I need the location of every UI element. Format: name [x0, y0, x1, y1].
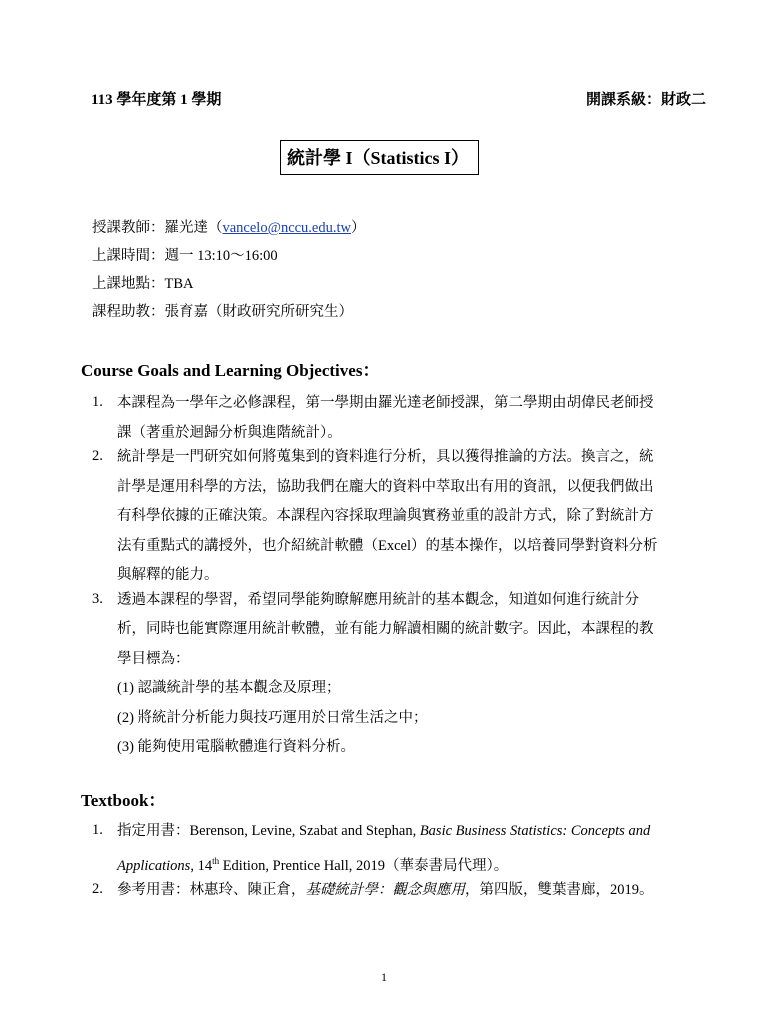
goal-item-3	[92, 591, 696, 763]
goal-3-line: 透過本課程的學習，希望同學能夠瞭解應用統計的基本觀念，知道如何進行統計分	[117, 591, 639, 608]
goal-2-line: 有科學依據的正確決策。本課程內容採取理論與實務並重的設計方式，除了對統計方	[117, 508, 654, 524]
textbook-item-1	[92, 822, 696, 881]
instructor-label: 授課教師：羅光達（	[92, 220, 223, 236]
objective-subitem: (1) 認識統計學的基本觀念及原理；	[117, 680, 341, 696]
goal-3-line: 析，同時也能實際運用統計軟體，並有能力解讀相關的統計數字。因此，本課程的教	[117, 621, 654, 637]
textbook-1-prefix: 指定用書：Berenson, Levine, Szabat and Stephan,	[117, 823, 420, 839]
textbook-1-line	[117, 817, 696, 847]
goal-num-1: 1.	[92, 394, 103, 410]
textbook-2-title: 基礎統計學：觀念與應用	[305, 881, 465, 898]
textbook-2-prefix: 參考用書：林惠玲、陳正倉，	[117, 881, 306, 898]
header-line	[91, 88, 706, 109]
objective-subitem: (2) 將統計分析能力與技巧運用於日常生活之中；	[117, 709, 428, 726]
department-label: 開課系級：財政二	[585, 92, 706, 108]
goal-2-line: 統計學是一門研究如何將蒐集到的資料進行分析，具以獲得推論的方法。換言之，統	[117, 449, 654, 465]
textbook-num-2: 2.	[92, 880, 103, 897]
instructor-email-link[interactable]: vancelo@nccu.edu.tw	[222, 220, 351, 236]
textbook-1-edition: , 14	[190, 857, 213, 874]
goal-2-line: 與解釋的能力。	[117, 567, 219, 583]
textbook-heading: Textbook：	[81, 791, 166, 810]
goal-item-1	[92, 394, 696, 448]
textbook-num-1: 1.	[92, 822, 103, 838]
goal-item-2	[92, 448, 696, 591]
ta-row: 課程助教：張育嘉（財政研究所研究生）	[92, 304, 353, 320]
goals-heading: Course Goals and Learning Objectives：	[81, 361, 380, 380]
course-info	[92, 218, 366, 330]
textbook-item-2	[92, 881, 696, 906]
page-number: 1	[381, 970, 387, 984]
objective-subitem: (3) 能夠使用電腦軟體進行資料分析。	[117, 739, 356, 755]
instructor-close: ）	[351, 220, 366, 236]
goal-num-2: 2.	[92, 448, 103, 464]
location-row: 上課地點：TBA	[92, 276, 194, 292]
textbook-1-publisher: Edition, Prentice Hall, 2019（華泰書局代理）。	[219, 857, 509, 874]
textbook-2-suffix: ，第四版，雙葉書廊，2019。	[465, 881, 654, 898]
goals-list	[92, 394, 696, 763]
textbook-1-title: Basic Business Statistics: Concepts and	[419, 823, 651, 839]
textbook-1-title-cont: Applications	[117, 857, 191, 874]
goal-2-line: 計學是運用科學的方法，協助我們在龐大的資料中萃取出有用的資訊，以便我們做出	[117, 478, 654, 495]
goal-2-line: 法有重點式的講授外，也介紹統計軟體（Excel）的基本操作，以培養同學對資料分析	[117, 537, 658, 554]
edition-superscript: th	[212, 855, 220, 866]
textbook-list	[92, 822, 696, 905]
goal-num-3: 3.	[92, 590, 103, 607]
goal-1-line: 本課程為一學年之必修課程，第一學期由羅光達老師授課，第二學期由胡偉民老師授	[117, 395, 654, 411]
textbook-2-line	[117, 876, 696, 906]
goal-1-line: 課（著重於迴歸分析與進階統計）。	[117, 424, 342, 441]
term-label: 113 學年度第 1 學期	[91, 92, 222, 108]
course-title: 統計學 I（Statistics I）	[280, 140, 479, 175]
instructor-row	[92, 218, 366, 246]
time-row: 上課時間：週一 13:10～16:00	[92, 248, 278, 264]
goal-3-line: 學目標為：	[117, 650, 190, 667]
